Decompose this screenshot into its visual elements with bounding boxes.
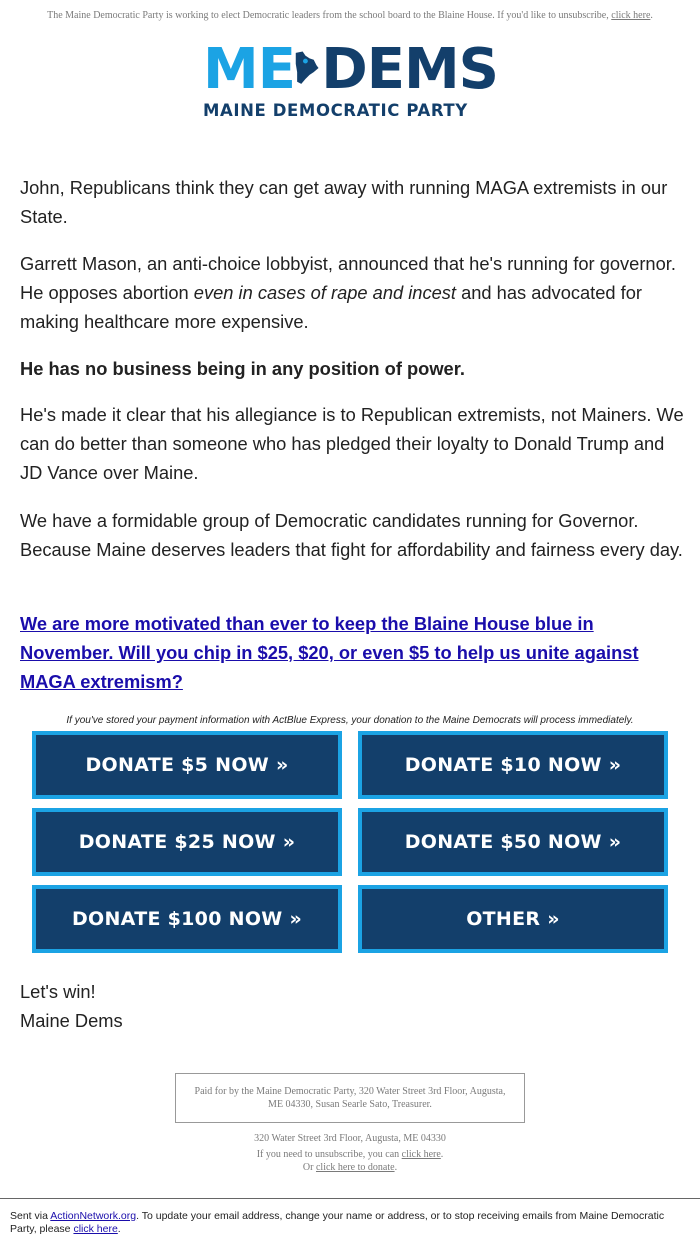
action-network-link[interactable]: ActionNetwork.org: [50, 1210, 137, 1222]
footer-donate-period: .: [394, 1162, 398, 1173]
donate-5-button[interactable]: DONATE $5 NOW »: [32, 731, 342, 799]
footer-address: 320 Water Street 3rd Floor, Augusta, ME 04330: [254, 1133, 446, 1144]
me-dems-logo: [203, 37, 498, 124]
sent-via-text: Sent via: [10, 1210, 48, 1222]
logo-dems-text: DEMS: [321, 37, 498, 102]
footer-donate-link[interactable]: click here to donate: [315, 1162, 395, 1173]
preheader-text: The Maine Democratic Party is working to elect Democratic leaders from the school board to the Blaine House. If you'd like to unsubscribe,: [47, 10, 609, 21]
maine-state-icon: [293, 44, 319, 92]
donate-other-button[interactable]: OTHER »: [358, 885, 668, 953]
donate-10-button[interactable]: DONATE $10 NOW »: [358, 731, 668, 799]
footer-donate-line: [0, 1161, 700, 1174]
actblue-note: If you've stored your payment information with ActBlue Express, your donation to the Maine Democrats will process immediately.: [66, 715, 634, 726]
action-network-bar: [0, 1198, 700, 1248]
signoff-line-2: Maine Dems: [20, 1010, 123, 1031]
paragraph-mason-b: and has advocated for making healthcare more expensive.: [20, 282, 642, 332]
paragraph-bold-statement: He has no business being in any position of power.: [20, 358, 465, 379]
paragraph-mason-emphasis: even in cases of rape and incest: [193, 282, 456, 303]
bottom-bar-click-here-link[interactable]: click here: [73, 1223, 118, 1235]
donate-50-button[interactable]: DONATE $50 NOW »: [358, 808, 668, 876]
footer: [0, 1132, 700, 1174]
paragraph-mason: [20, 249, 684, 336]
signoff: [20, 977, 123, 1035]
logo-me-text: ME: [203, 37, 295, 102]
footer-unsubscribe-link[interactable]: click here: [401, 1149, 441, 1160]
preheader-unsubscribe-link[interactable]: click here: [611, 10, 651, 21]
donate-100-button[interactable]: DONATE $100 NOW »: [32, 885, 342, 953]
footer-unsub-period: .: [440, 1149, 444, 1160]
paragraph-mason-a: Garrett Mason, an anti-choice lobbyist, announced that he's running for governor. He opposes abortion: [20, 253, 676, 303]
signoff-line-1: Let's win!: [20, 981, 96, 1002]
paid-for-text: Paid for by the Maine Democratic Party, 320 Water Street 3rd Floor, Augusta, ME 04330, Susan Searle Sato, Treasurer.: [194, 1086, 506, 1110]
paragraph-intro: John, Republicans think they can get away with running MAGA extremists in our State.: [20, 177, 668, 227]
logo-subtitle: MAINE DEMOCRATIC PARTY: [203, 101, 468, 120]
update-email-text: . To update your email address, change your name or address, or to stop receiving emails from Maine Democratic Party, please: [10, 1210, 665, 1235]
footer-unsubscribe-line: [0, 1148, 700, 1161]
donate-25-button[interactable]: DONATE $25 NOW »: [32, 808, 342, 876]
footer-unsub-text: If you need to unsubscribe, you can: [256, 1149, 400, 1160]
footer-or-text: Or: [302, 1162, 314, 1173]
paid-for-disclaimer: [175, 1073, 525, 1123]
bottom-bar-period: .: [117, 1223, 121, 1235]
cta-donate-link[interactable]: We are more motivated than ever to keep the Blaine House blue in November. Will you chip in $25, $20, or even $5 to help us unite against MAGA extremism?: [20, 613, 639, 692]
paragraph-candidates: We have a formidable group of Democratic candidates running for Governor. Because Maine deserves leaders that fight for affordability and fairness every day.: [20, 510, 683, 560]
preheader-period: .: [650, 10, 653, 21]
paragraph-allegiance: He's made it clear that his allegiance is to Republican extremists, not Mainers. We can do better than someone who has pledged their loyalty to Donald Trump and JD Vance over Maine.: [20, 404, 684, 483]
preheader: [0, 10, 700, 21]
